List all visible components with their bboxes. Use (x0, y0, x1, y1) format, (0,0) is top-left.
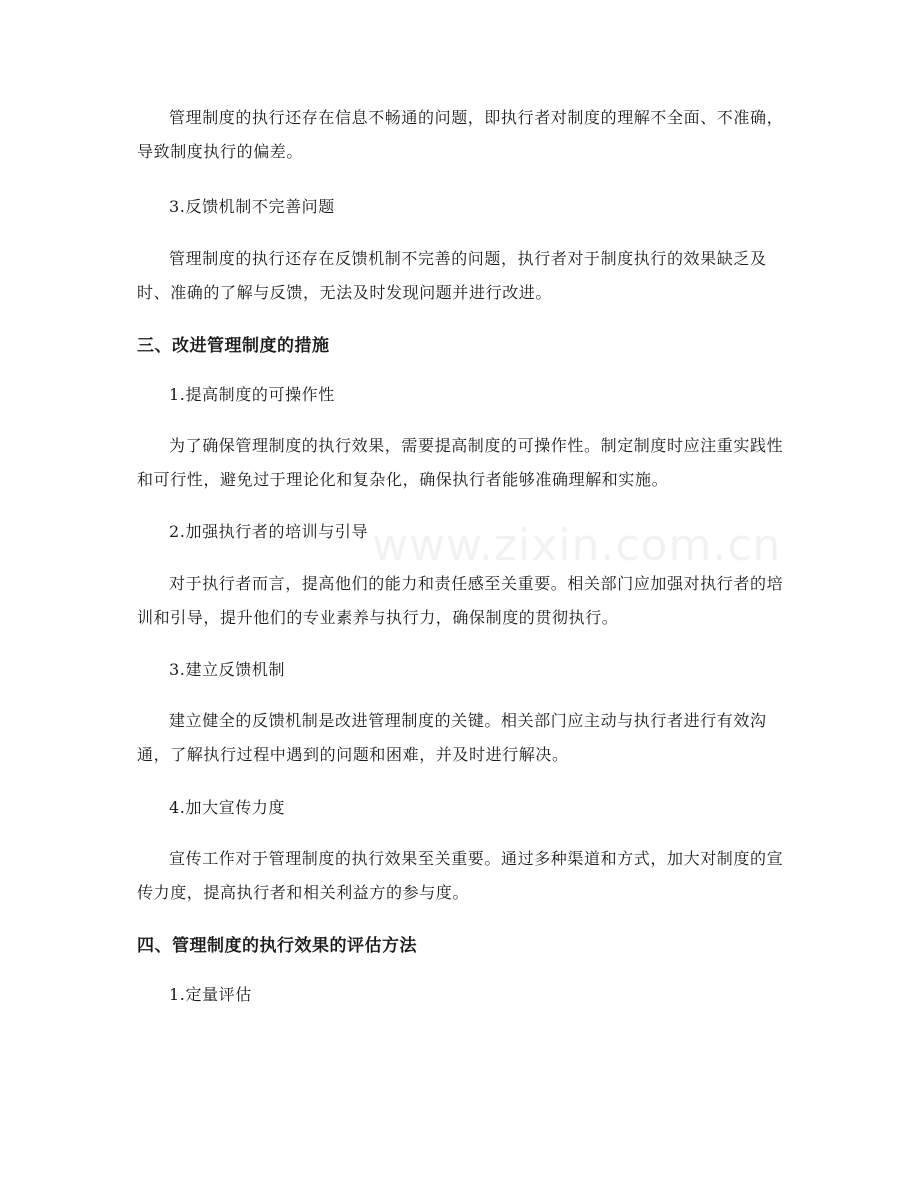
subheading-feedback-mechanism: 3.建立反馈机制 (169, 660, 286, 679)
subheading-feedback-problem: 3.反馈机制不完善问题 (169, 197, 335, 216)
paragraph-feedback-problem: 管理制度的执行还存在反馈机制不完善的问题，执行者对于制度执行的效果缺乏及时、准确的了解与反馈，无法及时发现问题并进行改进。 (137, 249, 767, 302)
paragraph-training: 对于执行者而言，提高他们的能力和责任感至关重要。相关部门应加强对执行者的培训和引导，提升他们的专业素养与执行力，确保制度的贯彻执行。 (137, 574, 784, 627)
paragraph-info-flow: 管理制度的执行还存在信息不畅通的问题，即执行者对制度的理解不全面、不准确，导致制度执行的偏差。 (137, 108, 784, 161)
subheading-quantitative: 1.定量评估 (169, 985, 252, 1004)
paragraph-publicity: 宣传工作对于管理制度的执行效果至关重要。通过多种渠道和方式，加大对制度的宣传力度，提高执行者和相关利益方的参与度。 (137, 849, 784, 902)
section-heading-evaluation: 四、管理制度的执行效果的评估方法 (137, 936, 417, 956)
paragraph-operability: 为了确保管理制度的执行效果，需要提高制度的可操作性。制定制度时应注重实践性和可行性，避免过于理论化和复杂化，确保执行者能够准确理解和实施。 (137, 436, 784, 489)
subheading-publicity: 4.加大宣传力度 (169, 798, 286, 817)
watermark: www.zixin.com.cn (372, 520, 782, 571)
subheading-training: 2.加强执行者的培训与引导 (169, 522, 369, 541)
paragraph-feedback-mechanism: 建立健全的反馈机制是改进管理制度的关键。相关部门应主动与执行者进行有效沟通，了解执行过程中遇到的问题和困难，并及时进行解决。 (137, 711, 767, 764)
subheading-operability: 1.提高制度的可操作性 (169, 385, 335, 404)
section-heading-improvement: 三、改进管理制度的措施 (137, 336, 330, 356)
